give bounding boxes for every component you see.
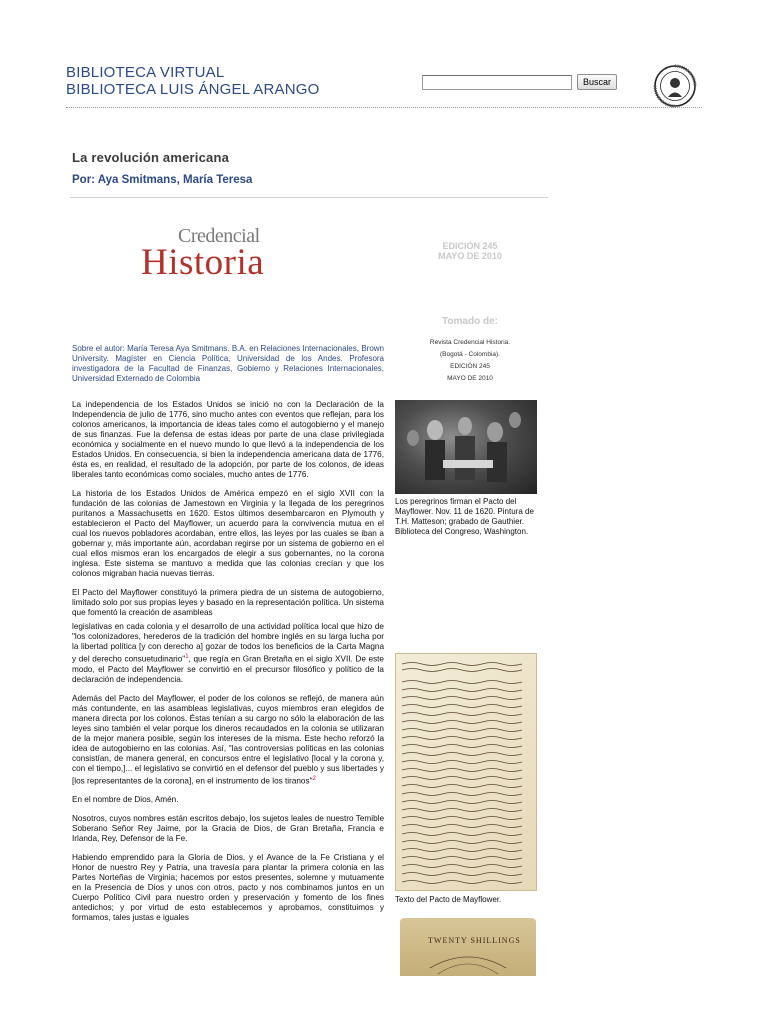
manuscript-handwriting-icon [396,654,537,891]
edition-number: EDICIÓN 245 [442,241,498,251]
source-info [412,337,528,385]
paragraph: El Pacto del Mayflower constituyó la primera piedra de un sistema de autogobierno, limitado solo por sus propias leyes y basado en la representación política. Un sistema que fomentó la creación de asambleas [72,588,384,617]
paragraph-text: Además del Pacto del Mayflower, el poder de los colonos se reflejó, de manera aún más contundente, en las asambleas legislativas, cuyos miembros eran elegidos de manera directa por los colonos. Éstas tenían a su cargo no sólo la elaboración de las leyes sino también el velar porque los dineros recaudados en la colonia se utilizaran de la mejor manera posible, según los intereses de la misma. Este hecho reforzó la idea de autogobierno en las colonias. Así, "las controversias políticas en las colonias consistían, de manera general, en concursos entre el legislativo [local y la corona y, con el tiempo,]... el legislativo se convirtió en el defensor del pueblo y sus libertades y [los representantes de la corona], en el instrumento de los tiranos" [72,693,384,786]
colonial-banknote-image [400,918,536,976]
article-title: La revolución americana [72,150,230,165]
paragraph-text: , que regía en Gran Bretaña en el siglo XVII. De este modo, el Pacto del Mayflower se convirtió en el precursor filosófico y político de la declaración de independencia. [72,654,384,684]
footnote-link-1[interactable]: 1 [185,654,189,660]
edition-info [420,241,520,261]
banco-republica-seal-icon[interactable] [653,64,697,108]
header-divider [66,107,702,108]
paragraph: En el nombre de Dios, Amén. [72,795,179,805]
mayflower-compact-manuscript [395,653,537,891]
paragraph [72,694,384,787]
manuscript-caption: Texto del Pacto de Mayflower. [395,895,502,904]
painting-figures-icon [395,400,537,494]
paragraph-text: legislativas en cada colonia y el desarrollo de una actividad política local que hizo de "los colonizadores, herederos de la tradición del hombre inglés en su larga lucha por la libertad política [y con derecho a] gozar de todos los beneficios de la Carta Magna y del derecho consuetudinario" [72,622,384,664]
source-line: MAYO DE 2010 [447,375,493,382]
article-author: Por: Aya Smitmans, María Teresa [72,174,253,186]
banknote-ornament-icon [400,918,536,976]
banknote-text: TWENTY SHILLINGS [428,936,521,945]
title-divider [70,197,548,198]
site-title[interactable] [66,64,319,98]
site-title-line2: BIBLIOTECA LUIS ÁNGEL ARANGO [66,81,320,98]
painting-caption: Los peregrinos firman el Pacto del Mayflower. Nov. 11 de 1620. Pintura de T.H. Matteson; grabado de Gauthier. Biblioteca del Congreso, Washington. [395,497,534,536]
source-line: Revista Credencial Historia. [429,339,511,346]
paragraph: Habiendo emprendido para la Gloria de Dios, y el Avance de la Fe Cristiana y el Honor de nuestro Rey y Patria, una travesía para plantar la primera colonia en las Partes Norteñas de Virginia; hacemos por estos presentes, solemne y mutuamente en la Presencia de Dios y unos con otros, pacto y nos combinamos juntos en un Cuerpo Político Civil para nuestro orden y preservación y fomento de los fines antedichos; y por virtud de esto establecemos y aprobamos, constituimos y formamos, tales justas e iguales [72,853,384,923]
footnote-link-2[interactable]: 2 [312,775,316,782]
about-author: Sobre el autor: María Teresa Aya Smitmans. B.A. en Relaciones Internacionales, Brown University. Magíster en Ciencia Política, Universidad de los Andes. Profesora investigadora de la Facultad de Finanzas, Gobierno y Relaciones Internacionales, Universidad Externado de Colombia [72,344,384,383]
paragraph: Nosotros, cuyos nombres están escritos debajo, los sujetos leales de nuestro Temible Soberano Señor Rey Jaime, por la Gracia de Dios, de Gran Bretaña, Francia e Irlanda, Rey, Defensor de la Fe. [72,814,384,844]
mayflower-signing-painting [395,400,537,494]
paragraph: La independencia de los Estados Unidos se inició no con la Declaración de la Independencia de julio de 1776, sino mucho antes con eventos que reflejan, para los colonos americanos, la importancia de ideas tales como el autogobierno y el manejo de sus finanzas. Fue la defensa de estas ideas por parte de una clase privilegiada económica y socialmente en el nuevo mundo lo que llevó a la independencia de los Estados Unidos. En consecuencia, si bien la independencia americana data de 1776, ésta es, en realidad, el resultado de la adopción, por parte de los colonos, de ideas liberales tanto económicas como sociales, mucho antes de 1776. [72,400,384,479]
article-body [72,400,384,932]
source-line: (Bogotá - Colombia). [440,351,500,358]
magazine-logo-line2: Historia [141,242,265,283]
site-title-line1: BIBLIOTECA VIRTUAL [66,64,225,81]
edition-date: MAYO DE 2010 [438,251,502,261]
search-input[interactable] [422,75,572,90]
magazine-logo-line1: Credencial [178,225,260,247]
source-line: EDICIÓN 245 [450,363,490,370]
paragraph [72,622,384,685]
search-button[interactable]: Buscar [577,74,617,90]
paragraph: La historia de los Estados Unidos de América empezó en el siglo XVII con la fundación de las colonias de Jamestown en Virginia y la llegada de los peregrinos puritanos a Massachusetts en 1620. Estos últimos desembarcaron en Plymouth y establecieron el Pacto del Mayflower, un acuerdo para la convivencia mutua en el cual los nuevos pobladores acordaban, entre ellos, las leyes por las cuales se iban a gobernar y, más importante aún, acordaban regirse por un sistema de gobierno en el cual ellos mismos eran los encargados de elegir a sus gobernantes, no la corona inglesa. Este sistema se mantuvo a medida que las colonias crecían y que los colonos migraban hacia nuevas tierras. [72,489,384,578]
taken-from-label: Tomado de: [442,316,498,327]
